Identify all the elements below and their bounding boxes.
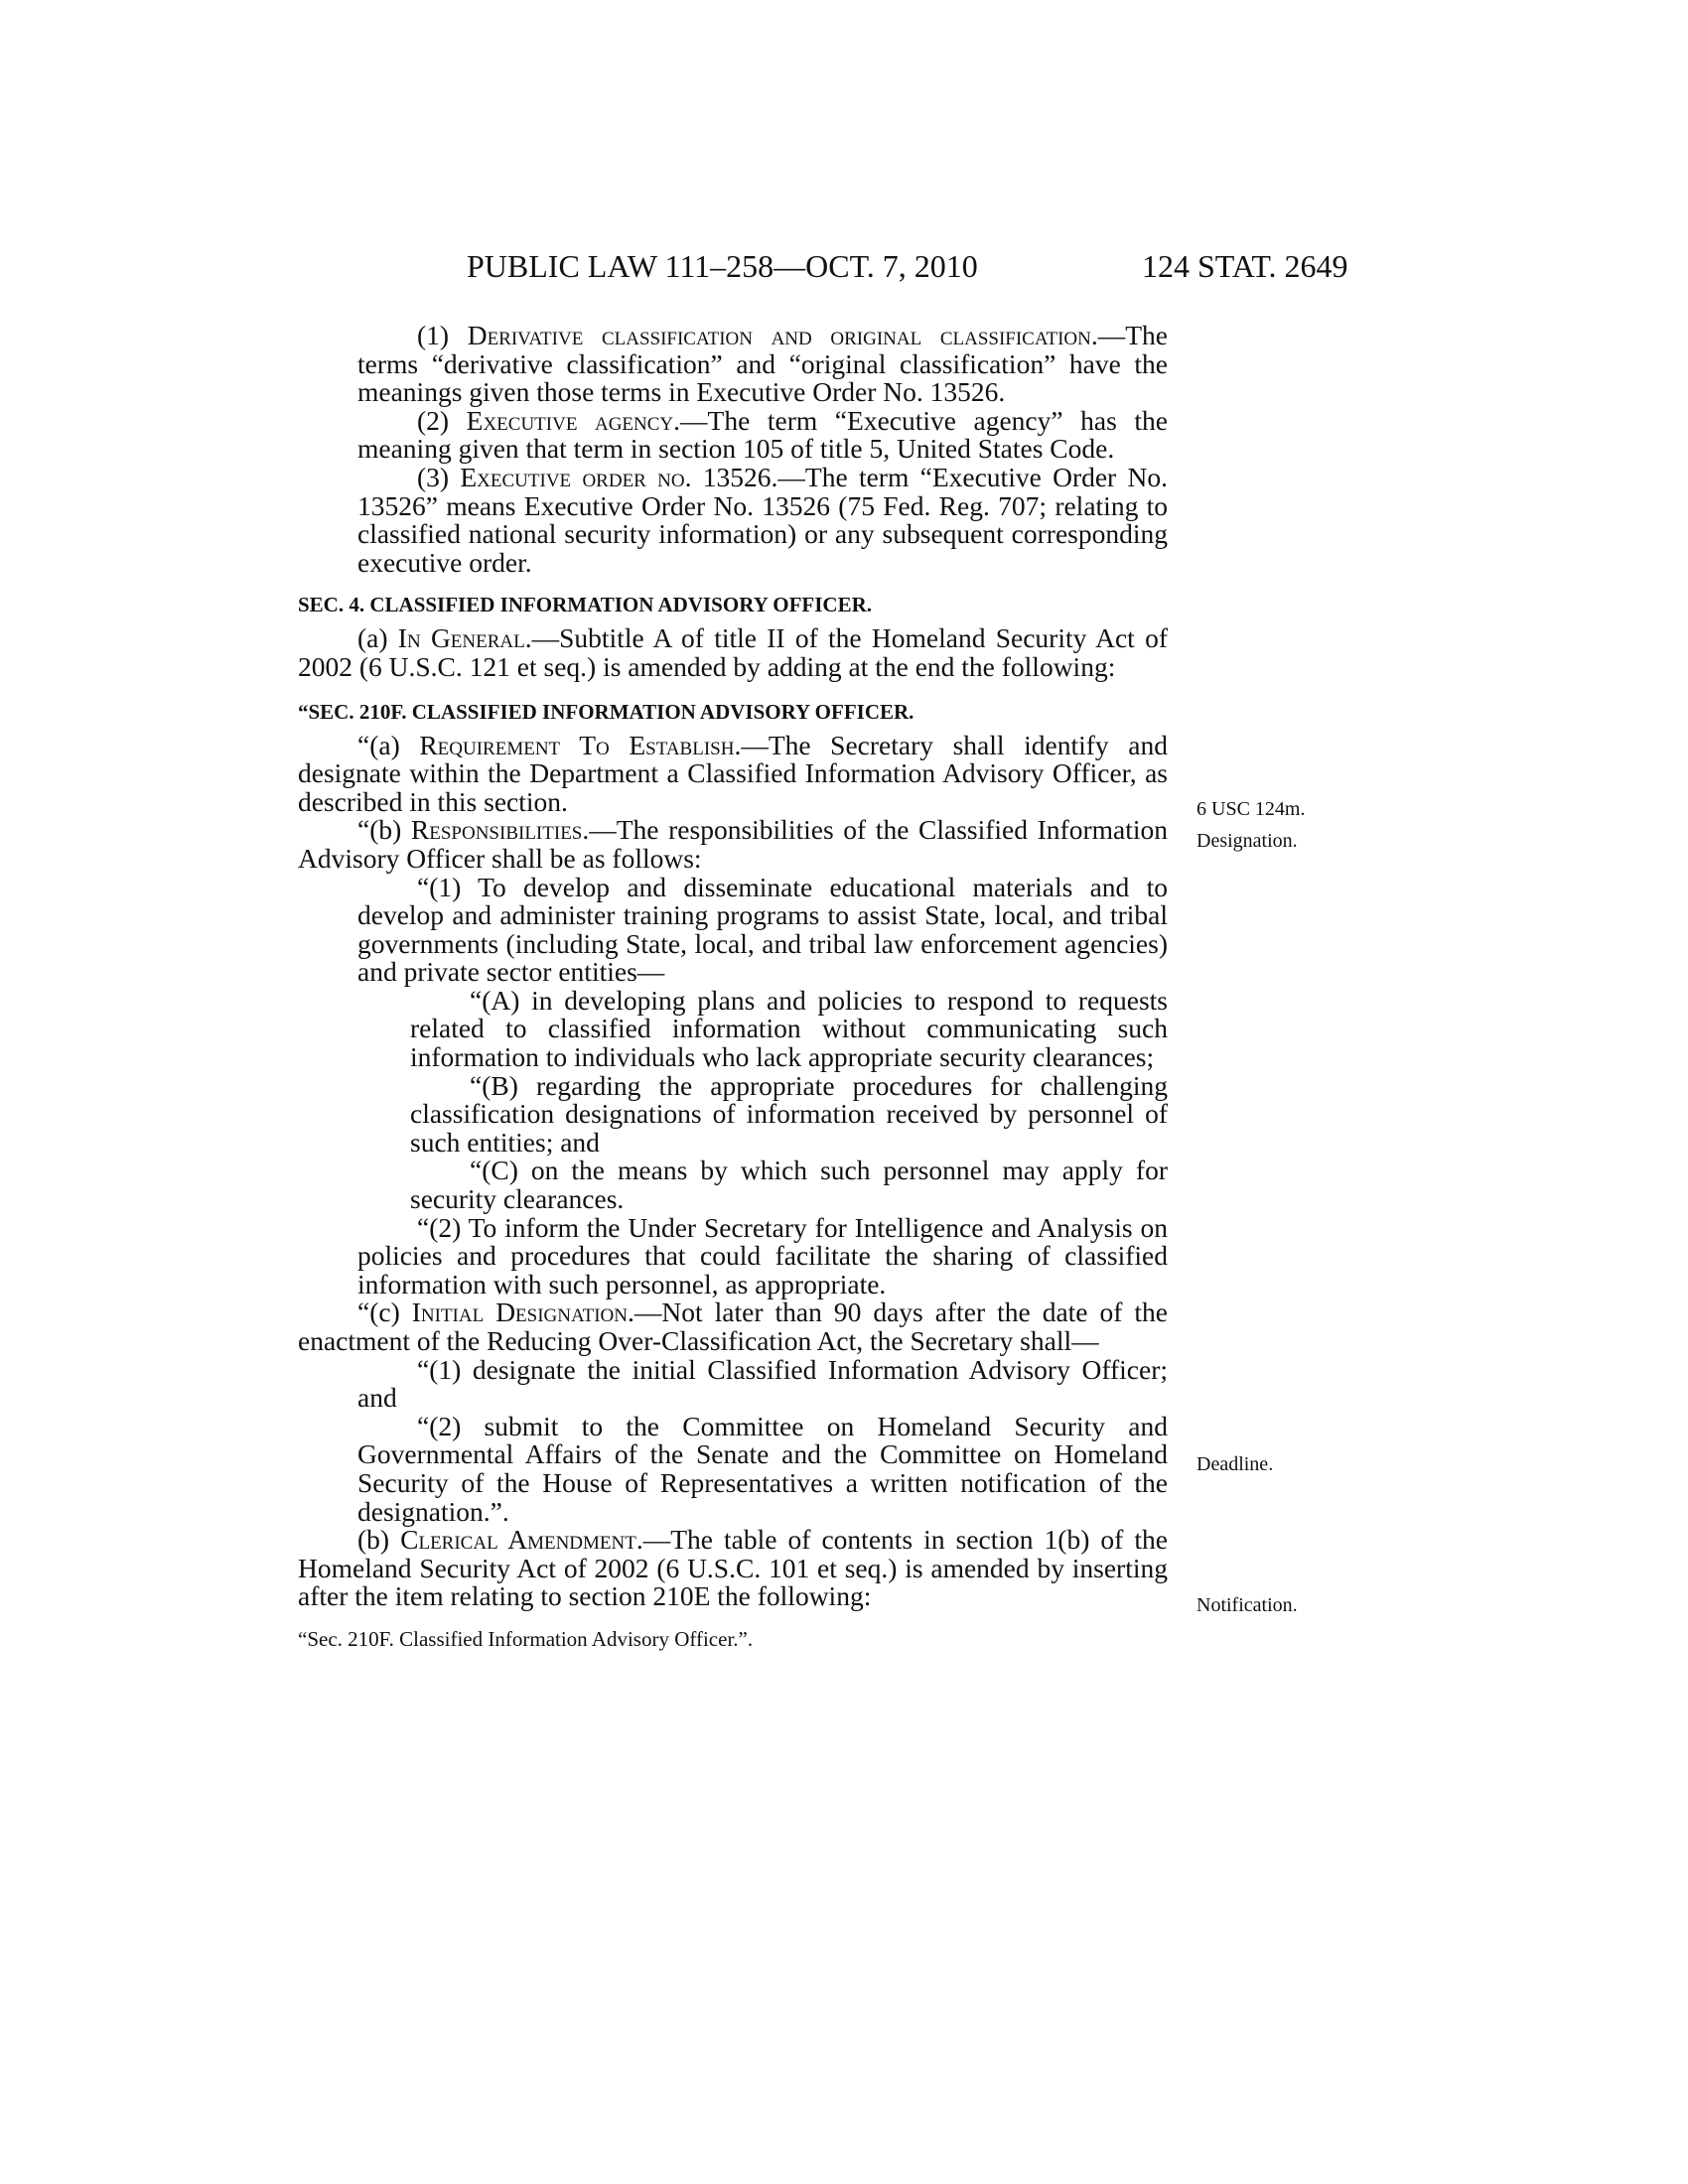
section-210f-heading: “SEC. 210F. CLASSIFIED INFORMATION ADVISORY OFFICER. — [298, 699, 914, 724]
para-text: —The term “Executive Order No. 13526” means Executive Order No. 13526 (75 Fed. Reg. 707; relating to classified national security information) or any subsequent corresponding executive order. — [357, 461, 1168, 578]
para-number: “(a) — [357, 729, 420, 760]
definition-1 — [298, 322, 1168, 407]
para-heading: Initial Designation. — [411, 1297, 634, 1328]
para-heading: Requirement To Establish. — [419, 729, 742, 760]
para-number: “(b) — [357, 814, 411, 846]
section-210f-c-1: “(1) designate the initial Classified Information Advisory Officer; and — [357, 1353, 1168, 1414]
para-text: —The Secretary shall identify and designate within the Department a Classified Information Advisory Officer, as described in this section. — [298, 729, 1168, 817]
para-number: (2) — [417, 404, 467, 436]
margin-note-deadline: Deadline. — [1196, 1453, 1274, 1475]
para-heading: Executive agency. — [466, 404, 681, 436]
section-210f-b-1-C: “(C) on the means by which such personnel may apply for security clearances. — [410, 1155, 1168, 1215]
clerical-amendment — [298, 1526, 1168, 1611]
para-number: (3) — [417, 461, 461, 492]
section-210f-c — [298, 1298, 1168, 1355]
para-number: (a) — [357, 622, 398, 654]
page-header — [467, 246, 1370, 286]
section-4-subsection-a — [298, 624, 1168, 681]
para-heading: In General. — [397, 622, 532, 654]
para-text: —The term “Executive agency” has the meaning given that term in section 105 of title 5, United States Code. — [357, 404, 1168, 465]
section-210f-b-1-A: “(A) in developing plans and policies to respond to requests related to classified information without communicating such information to individuals who lack appropriate security clearances; — [410, 984, 1168, 1073]
para-heading: Clerical Amendment. — [400, 1524, 643, 1556]
definition-2 — [298, 404, 1168, 465]
para-number: (1) — [417, 320, 468, 350]
section-210f-b-1: “(1) To develop and disseminate educational materials and to develop and administer training programs to assist State, local, and tribal governments (including State, local, and tribal law enforcement agencies) and private sector entities— — [357, 871, 1168, 988]
section-210f-c-2: “(2) submit to the Committee on Homeland Security and Governmental Affairs of the Senate and the Committee on Homeland Security of the House of Representatives a written notification of the designation.”. — [357, 1410, 1168, 1527]
para-heading: Derivative classification and original classification. — [467, 320, 1098, 350]
margin-note-notification: Notification. — [1196, 1594, 1298, 1616]
margin-note-usc: 6 USC 124m. — [1196, 798, 1306, 820]
para-text: —Not later than 90 days after the date of the enactment of the Reducing Over-Classification Act, the Secretary shall— — [298, 1297, 1168, 1356]
para-heading: Executive order no. 13526. — [460, 461, 778, 492]
table-of-contents-item: “Sec. 210F. Classified Information Advisory Officer.”. — [298, 1626, 754, 1651]
body-text — [298, 322, 1168, 1654]
para-heading: Responsibilities. — [410, 814, 590, 846]
section-210f-a — [298, 729, 1168, 817]
header-title: PUBLIC LAW 111–258—OCT. 7, 2010 — [467, 248, 978, 284]
section-210f-b — [298, 816, 1168, 873]
para-text: —The terms “derivative classification” and “original classification” have the meanings given those terms in Executive Order No. 13526. — [357, 320, 1168, 408]
section-4-heading: SEC. 4. CLASSIFIED INFORMATION ADVISORY OFFICER. — [298, 593, 873, 617]
para-number: (b) — [357, 1524, 401, 1556]
section-210f-b-2: “(2) To inform the Under Secretary for Intelligence and Analysis on policies and procedures that could facilitate the sharing of classified information with such personnel, as appropriate. — [357, 1211, 1168, 1299]
header-stat-page: 124 STAT. 2649 — [1142, 248, 1348, 284]
para-text: —The responsibilities of the Classified Information Advisory Officer shall be as follows: — [298, 814, 1168, 874]
para-number: “(c) — [357, 1297, 412, 1328]
section-210f-b-1-B: “(B) regarding the appropriate procedures for challenging classification designations of information received by personnel of such entities; and — [410, 1069, 1168, 1158]
para-text: —The table of contents in section 1(b) of the Homeland Security Act of 2002 (6 U.S.C. 101 et seq.) is amended by inserting after the item relating to section 210E the following: — [298, 1524, 1168, 1612]
para-text: —Subtitle A of title II of the Homeland Security Act of 2002 (6 U.S.C. 121 et seq.) is amended by adding at the end the following: — [298, 622, 1168, 682]
margin-note-designation: Designation. — [1196, 830, 1298, 852]
definition-3 — [298, 461, 1168, 578]
